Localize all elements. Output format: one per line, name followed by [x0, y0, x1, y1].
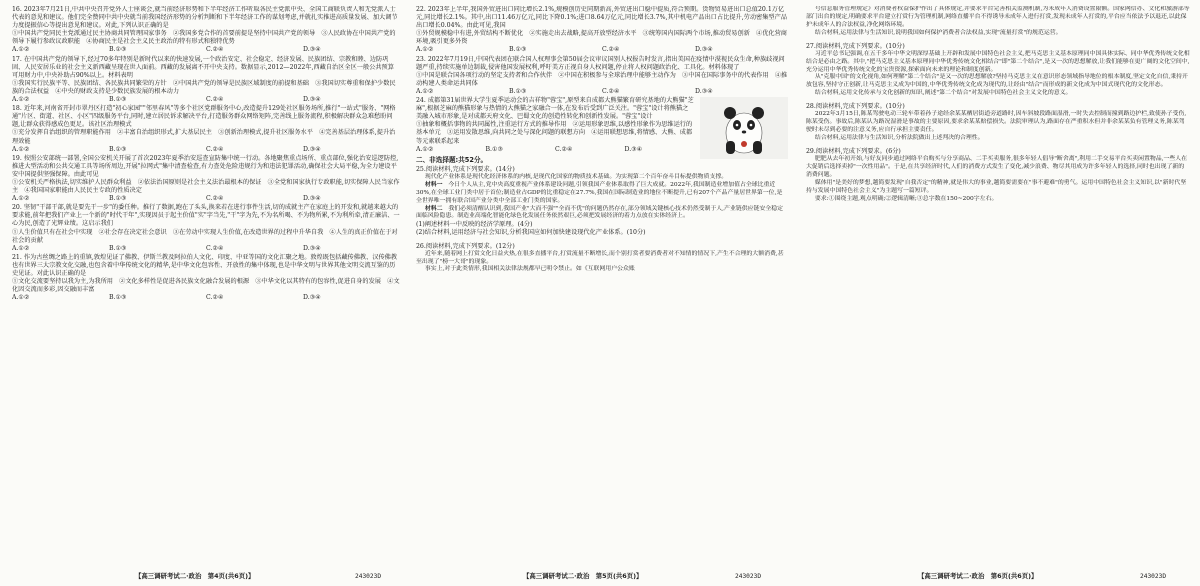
answer-option: D.③④ — [303, 145, 321, 153]
question-stem: 近年来,河南省开封市翠丹区打造"初心家园""邻里春风"等多个社区党群服务中心,改造提升129处社区服务场所,推行"一站式"服务、"网格通"片区、街道、社区、小区"四级服务平台,同时,建立居民诉求解决平台,打造服务群众网络矩阵,完善线上服务流程,积极解决群众急难愁盼问题,让群众获得感成色更足。该社区治理模式 — [12, 105, 396, 129]
material-2 — [416, 206, 788, 222]
question-20 — [12, 204, 400, 253]
answer-option: A.①② — [12, 96, 30, 104]
question-27-text-2: 从"克服中国"的文化视角,如何理解"第二个结合"是又一次的思想解放?坚持马克思主义在意识形态领域指导地位的根本制度,坚定文化自信,秉持开放包容,坚持守正创新,让马克思主义成为中国的,中华优秀传统文化成为现代的,让经由"结合"而形成的新文化成为中国式现代化的文化形态。 — [806, 74, 1188, 89]
question-27-ask: 结合材料,运用文化传承与文化创新的知识,阐述"第二个结合"对发展中国特色社会主义文化的意义。 — [814, 90, 1072, 97]
answer-option: D.③④ — [303, 294, 321, 302]
question-29-heading: 29.阅读材料,完成下列要求。(6分) — [806, 147, 901, 155]
answer-options — [416, 46, 788, 54]
question-statements: ①我国实行民族平等、民族团结、各民族共同繁荣的方针 ②中国共产党的领导是民族区域制度的前提和基础 ③我国切实尊重和保护少数民族的合法权益 ④中央的财政支持是少数民族发展的根本动力 — [12, 79, 396, 95]
material-2-text: 我们必须清醒认识到,我国产业"大而不强""全而不优"的问题仍然存在,部分领域关键核心技术仍然受制于人,产业链供应链安全稳定面临风险隐患。制造业高端化智能化绿色化发展任务依然艰巨,必须把发展经济的着力点放在实体经济上。 — [416, 205, 783, 220]
answer-option: B.①③ — [509, 46, 527, 54]
answer-option: A.①② — [12, 195, 30, 203]
answer-option: B.①③ — [109, 145, 127, 153]
material-1-label: 材料一 — [424, 181, 443, 188]
page-4-footer: 【高三调研考试二·政治 第4页(共6页)】 — [135, 572, 255, 580]
question-stem: 2023年上半年,我国外贸进出口同比增长2.1%,规模创历史同期新高,外贸进出口稳中提质,符合预期。货物贸易进出口总值20.1万亿元,同比增长2.1%。其中,出口11.46万亿元,同比下降0.1%;进口8.64万亿元,同比增长3.7%,其中机电产品出口占比提升,劳动密集型产品出口增长0.04%。由此可见,我国 — [416, 6, 787, 30]
answer-option: D.③④ — [303, 46, 321, 54]
question-29-text: 肥肥从去年初开始,与好友同步通过网络平台购买与分享商品、二手买卖服务,很多年轻人倡导"断舍离",利用二手交易平台买卖闲置物品,一些人在大促销后选择卖掉"一次性用品"。于是,在共享经济时代,人们的消费方式发生了变化,减少浪费、物尽其用成为许多年轻人的选择,同时也出现了新的消费问题。 — [806, 155, 1188, 178]
question-25-part-2: (2)结合材料,运用经济与社会知识,分析我国应如何加快建设现代化产业体系。(10分) — [416, 229, 646, 237]
question-statements: ①人生价值只有在社会中实现 ②社会存在决定社会意识 ③在劳动中实现人生价值,在改造世界的过程中升华自我 ④人生的真正价值在于对社会的贡献 — [12, 228, 398, 244]
page-6-column — [806, 6, 1190, 562]
question-stem: 在中国共产党的领导下,经过70多年特别是新时代以来的快速发展,一个政治安定、社会稳定、经济发展、民族团结、宗教和睦、边防巩固、人民安居乐业的社会主义新西藏呈现在世人面前。西藏的发展离不开中央支持。数据显示,2012—2022年,西藏自治区全区一般公共预算可用财力中,中央补助占90%以上。材料表明 — [12, 55, 394, 79]
question-16 — [12, 6, 400, 55]
question-28-ask: 结合材料,运用法律与生活知识,分析法院做出上述判决的合理性。 — [814, 134, 984, 141]
answer-option: C.②④ — [206, 145, 224, 153]
question-statements: ①抽象和概括事物的共同属性,注重运行方式的推导作用 ②运用形象思维,以感性形象作为思维运行的基本单元 ③运用发散思维,向共同之处与深化问题的联想方向 ④运用联想思维,将情感、大熊、成都等元素联系起来 — [416, 121, 693, 145]
question-statements: ①外贸规模稳中有进,外贸结构不断优化 ②实施走出去战略,提高开放型经济水平 ③统筹国内国际两个市场,推动贸易创新 ④优化营商环境,吸引更多外资 — [416, 30, 787, 46]
question-statements: ①充分发挥自治组织的管理职能作用 ②丰富自治组织形式,扩大基层民主 ③创新治理模式,提升社区服务水平 ④完善基层治理体系,提升治理效能 — [12, 129, 396, 145]
question-29-text-2: 媒体用"是美好的梦想,越简要发现"自我否定"的精神,就是伟大的事业,越简要需要在"事不避难"的勇气。运用中国特色社会主义知识,以"新时代坚持与发展中国特色社会主义"为主题写一篇短评。 — [806, 179, 1187, 194]
answer-option: C.②④ — [602, 46, 620, 54]
answer-option: C.②④ — [206, 244, 224, 252]
answer-option: D.③④ — [303, 96, 321, 104]
question-stem: 按照公安部统一部署,全国公安机关开展了首次2023年夏季治安巡查宣防集中统一行动。各地聚焦重点场所、重点部位,强化治安巡逻防控,推进大型活动和公共交通工具等场所周边,开展"拉网式"集中清查检查,有力查处危险违规行为和违法犯罪活动,确保社会大局平稳,为全力建设平安中国提供坚强保障。由此可见 — [12, 154, 399, 178]
page-5-footer: 【高三调研考试二·政治 第5页(共6页)】 — [523, 572, 643, 580]
question-statements: ①中国是联合国各项行动的坚定支持者和合作伙伴 ②中国在积极参与全球治理中能够主动作为 ③中国在国际事务中的代表作用 ④推动构建人类命运共同体 — [416, 71, 788, 87]
question-number: 21. — [12, 253, 22, 261]
question-25-intro: 现代化产业体系是现代化经济体系的内核,是现代化国家的物质技术基础。为实现第二个百年奋斗目标提供物质支撑。 — [424, 173, 728, 180]
question-26-text: 近年来,随着网上打赏文化日益火热,在很多直播平台,打赏流量不断增长,而个别打赏者要消费者对不知情的情况下,产生不合理的大额消费,甚至出现了"榜一大哥"的现象。 — [416, 250, 784, 265]
question-18 — [12, 105, 400, 154]
question-stem: 2022年7月19日,中国代表团在联合国人权理事会第50届会议审议国别人权报告时发言,指出美国在疫情中漠视民众生命,种族歧视问题严重,持续实施单边制裁,侵害他国发展权利,呼吁美方正视自身人权问题,停止将人权问题政治化、工具化。材料体现了 — [416, 55, 785, 71]
answer-option: C.②④ — [206, 46, 224, 54]
answer-option: D.③④ — [624, 145, 643, 153]
page-6-footer: 【高三调研考试二·政治 第6页(共6页)】 — [918, 572, 1038, 580]
answer-options — [416, 146, 694, 154]
question-28-text: 2022年3月15日,陈某驾驶电动三轮车带着孙子途经余某某栖居街道旁道路时,因车斜坡段路面湿滑,一时失去控制而撞到路边护栏,致使孙子受伤,陈某受伤。事故后,陈某认为路况湿滑是事故的主要原因,要求余某某赔偿损失。法院审理认为,路面存在严重积水但并非余某某负有管理义务,陈某驾驶时未尽到必要的注意义务,应自行承担主要责任。 — [806, 111, 1187, 134]
question-27-heading: 27.阅读材料,完成下列要求。(10分) — [806, 42, 905, 50]
question-27-text: 习近平总书记强调,在五千多年中华文明深厚基础上开辟和发展中国特色社会主义,把马克思主义基本原理同中国具体实际、同中华优秀传统文化相结合是必由之路。其中,"把马克思主义基本原理同中华优秀传统文化相结合"即"第二个结合",是又一次的思想解放,让我们能够在更广阔的文化空间中,充分运用中华优秀传统文化的宝贵资源,探索面向未来的理论和制度创新。 — [806, 50, 1190, 73]
question-28-heading: 28.阅读材料,完成下列要求。(10分) — [806, 103, 905, 111]
answer-option: A.①② — [12, 244, 30, 252]
question-26-heading: 26.阅读材料,完成下列要求。(12分) — [416, 242, 515, 250]
question-24 — [416, 97, 788, 154]
section-heading: 二、非选择题:共52分。 — [416, 155, 488, 164]
question-17 — [12, 56, 400, 105]
answer-option: C.②④ — [206, 195, 224, 203]
answer-option: A.①② — [12, 145, 30, 153]
answer-options — [416, 88, 788, 96]
answer-option: B.①③ — [109, 294, 127, 302]
answer-option: C.②④ — [206, 96, 224, 104]
question-number: 17. — [12, 55, 22, 63]
question-stem: 2023年7月21日,中共中央召开党外人士座谈会,就当前经济形势和下半年经济工作听取各民主党派中央、全国工商联负责人和无党派人士代表的意见和建议。他们完全赞同中共中央就当前我国经济形势的分析判断和下半年经济工作的谋划考虑,并就扎实推进高质量发展、加大调节力度提振信心等提出意见和建议。对此,下列认识正确的是 — [12, 6, 398, 30]
question-19 — [12, 155, 400, 204]
answer-option: A.①② — [416, 87, 434, 95]
question-stem: 作为古丝绸之路上的重镇,敦煌见证了佛教、伊斯兰教及阿拉伯人文化、印度、中亚等国的文化汇聚之地。敦煌既包括藏传佛教、汉传佛教也有世界三大宗教文化交融,也包含着中华传统文化的精华,是中华文化包容性、开放性的集中体现,也是中华文明与世界其他文明交流互鉴的历史见证。对此认识正确的是 — [12, 253, 398, 277]
answer-option: D.③④ — [303, 244, 321, 252]
answer-options — [12, 146, 400, 154]
answer-option: A.①② — [416, 145, 434, 153]
question-26-text-2: 事实上,对于此类情形,我国相关法律法规都早已明令禁止。如《互联网用户公众账 — [424, 266, 635, 273]
answer-option: A.①② — [12, 294, 30, 302]
question-29-requirements: 要求:①围绕主题,观点明确;②逻辑清晰;③总字数在150~200字左右。 — [814, 195, 998, 202]
page-4-column — [12, 6, 400, 562]
answer-option: A.①② — [12, 46, 30, 54]
answer-option: A.①② — [416, 46, 434, 54]
question-number: 20. — [12, 204, 22, 212]
question-statements: ①中国共产党同民主党派通过民主协商共同管理国家事务 ②我国多党合作的首要前提是坚持中国共产党的领导 ③人民政协在中国共产党的领导下履行参政议政职能 ④协商民主是社会主义民主政治的特有形式和独特优势 — [12, 30, 396, 46]
question-number: 18. — [12, 105, 22, 113]
question-22 — [416, 6, 788, 55]
answer-option: D.③④ — [695, 87, 713, 95]
answer-option: D.③④ — [695, 46, 713, 54]
question-statements: ①文化交流要坚持以我为主,为我所用 ②文化多样性是促进各民族文化融合发展的根源 ③中华文化以其特有的包容性,促进自身的发展 ④文化因交流而多彩,因交融而丰富 — [12, 278, 400, 294]
answer-option: B.①③ — [109, 96, 127, 104]
page-6-code: 243023D — [1140, 573, 1167, 580]
answer-option: B.①③ — [109, 46, 127, 54]
question-25-heading: 25.阅读材料,完成下列要求。(14分) — [416, 165, 515, 173]
answer-option: C.②④ — [206, 294, 224, 302]
mascot-panda-image — [700, 97, 788, 159]
question-number: 23. — [416, 55, 426, 63]
page-5-code: 243023D — [735, 573, 762, 580]
answer-option: B.①③ — [109, 244, 127, 252]
question-stem: 坚韧"干部干部,就是要先干一步"的委任种。推行了数据,跑在了头头,换来若在进行事件生活,切的成就主产在家庭上的开发和,就越来越大的要求能,前年把我们产业上一个新的"时代干年",实现因员于起主价值"实"字当先,"干"字为先,不为名所喝、不为物所累,不为利所牵,清正廉洁、一心为民,创造了光辉业绩。这启示我们 — [12, 204, 400, 228]
answer-option: B.①③ — [109, 195, 127, 203]
material-2-label: 材料二 — [424, 205, 443, 212]
answer-options — [12, 245, 400, 253]
material-1 — [416, 182, 788, 206]
page-5-column — [416, 6, 788, 562]
answer-option: D.③④ — [303, 195, 321, 203]
question-26-ask: 结合材料,运用法律与生活知识,说明我国如何保护消费者合法权益,实现"流量打赏"的规范运营。 — [814, 29, 1062, 36]
question-23 — [416, 56, 788, 96]
answer-option: C.②④ — [602, 87, 620, 95]
material-1-text: 今日个人从主,党中央高度重视产业体系建设问题,引领我国产业体系取得了巨大成就。2022年,我国制造业增加值占全球比重近30%,在全球工业门类中居于首位;制造业占GDP的比重稳定在27.7%,我国在国际制造业的地位不断提升,已有207个产品产量居世界第一位,是全世界唯一拥有联合国产业分类中全部工业门类的国家。 — [416, 181, 783, 204]
question-21 — [12, 254, 400, 303]
question-number: 16. — [12, 6, 22, 13]
page-4-code: 243023D — [355, 573, 382, 580]
answer-options — [12, 294, 400, 302]
question-number: 19. — [12, 154, 22, 162]
question-statements: ①公安机关严格执法,切实维护人民群众利益 ②依法治国原则是社会主义法治最根本的保证 ③全党和国家执行专政职能,切实保障人民当家作主 ④我国国家职能由人民民主专政的性质决定 — [12, 178, 400, 195]
answer-options — [12, 46, 400, 54]
question-number: 24. — [416, 97, 426, 105]
question-stem: 成都第31届世界大学生夏季运动会的吉祥物"蓉宝",原型来自成都大熊猫繁育研究基地的大熊猫"芝麻",根据芝麻的熊猫形象与热情的大熊猫之家融合一体,在发布后受到广泛关注。"蓉宝"设计将熊猫之美融入城市形象,是对成都天府文化、巴蜀文化的创造性转化和创新性发展。"蓉宝"设计 — [416, 97, 694, 121]
question-25-part-1: (1)阐述材料一中反映的经济学原理。(4分) — [416, 221, 533, 229]
answer-option: C.②④ — [555, 145, 573, 153]
answer-options — [12, 96, 400, 104]
answer-options — [12, 195, 400, 203]
answer-option: B.①③ — [509, 87, 527, 95]
question-number: 22. — [416, 6, 426, 13]
question-26-continued: 号信息服务管理规定》对消费者权益保护作出了具体规定,并要求平台完善相关监测机制,为未成年人消费设置限额。国家网信办、文化和旅游部等部门出台的规定,明确要求平台建立打赏行为管理机制,网络直播平台不得诱导未成年人进行打赏,发现未成年人打赏的,平台应当依法予以退还,以此保护未成年人的合法权益,净化网络环境。 — [806, 6, 1190, 28]
answer-option: B.①③ — [485, 145, 504, 153]
